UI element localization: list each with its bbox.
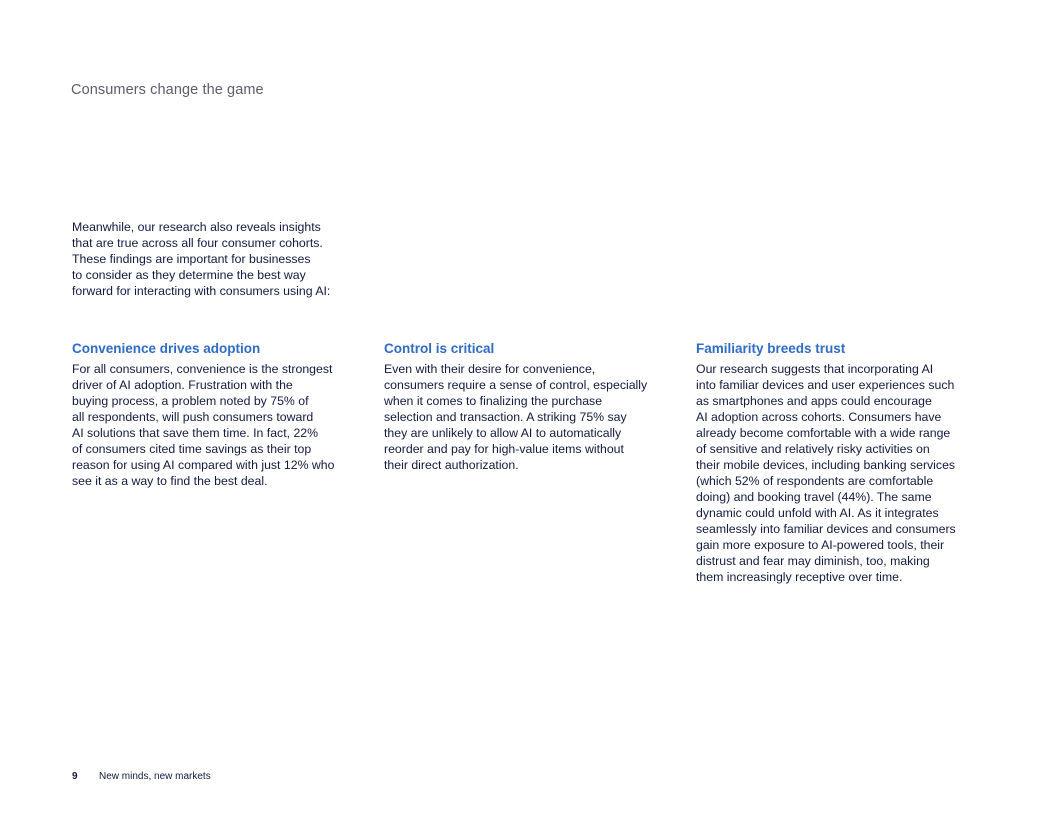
page-footer [72, 771, 211, 783]
column-body: For all consumers, convenience is the strongest driver of AI adoption. Frustration with the buying process, a problem noted by 75% of all respondents, will push consumers toward AI solutions that save them time. In fact, 22% of consumers cited time savings as their top reason for using AI compared with just 12% who see it as a way to find the best deal. [72, 362, 335, 488]
column-convenience [72, 340, 362, 489]
column-heading: Control is critical [384, 341, 495, 356]
publication-title: New minds, new markets [99, 771, 211, 782]
section-title: Consumers change the game [71, 82, 264, 98]
column-control [384, 340, 674, 473]
column-body: Even with their desire for convenience, consumers require a sense of control, especially when it comes to finalizing the purchase selection and transaction. A striking 75% say they are unlikely to allow AI to automatically reorder and pay for high-value items without their direct authorization. [384, 362, 648, 472]
column-heading: Convenience drives adoption [72, 341, 261, 356]
page-number: 9 [72, 771, 78, 782]
column-body: Our research suggests that incorporating AI into familiar devices and user experiences such as smartphones and apps could encourage AI adoption across cohorts. Consumers have already become comfortable with a wide range of sensitive and relatively risky activities on their mobile devices, including banking services (which 52% of respondents are comfortable doing) and booking travel (44%). The same dynamic could unfold with AI. As it integrates seamlessly into familiar devices and consumers gain more exposure to AI-powered tools, their distrust and fear may diminish, too, making them increasingly receptive over time. [696, 362, 956, 584]
intro-paragraph: Meanwhile, our research also reveals insights that are true across all four consumer cohorts. These findings are important for businesses to consider as they determine the best way forward for interacting with consumers using AI: [72, 220, 331, 298]
column-familiarity [696, 340, 986, 585]
column-heading: Familiarity breeds trust [696, 341, 846, 356]
